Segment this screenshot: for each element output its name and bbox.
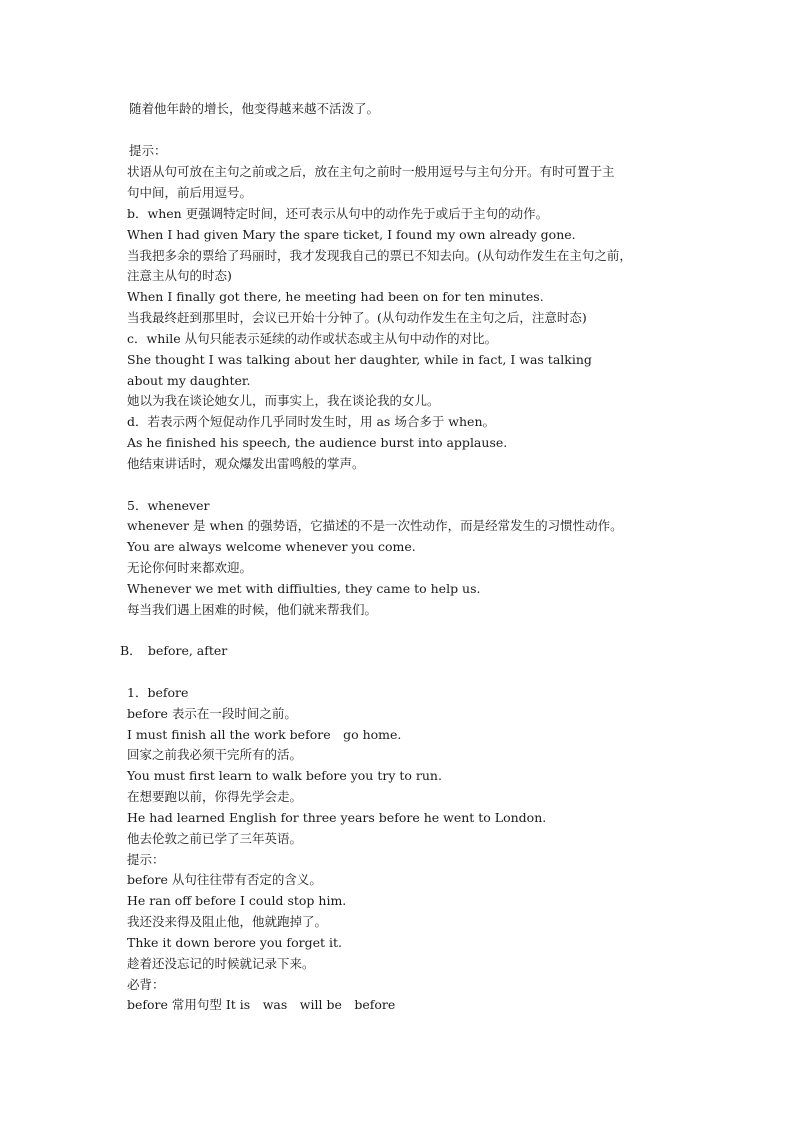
text-line: c．while 从句只能表示延续的动作或状态或主从句中动作的对比。 xyxy=(127,331,498,346)
text-line: 他结束讲话时，观众爆发出雷鸣般的掌声。 xyxy=(127,456,365,471)
text-line: 句中间，前后用逗号。 xyxy=(127,185,253,200)
text-line: He had learned English for three years before he went to London. xyxy=(127,810,547,825)
text-line: 必背： xyxy=(127,977,165,992)
text-line: She thought I was talking about her daughter, while in fact, I was talking xyxy=(127,352,592,367)
text-line: Thke it down berore you forget it. xyxy=(127,935,342,950)
text-line: whenever 是 when 的强势语，它描述的不是一次性动作，而是经常发生的习惯性动作。 xyxy=(127,518,623,533)
text-line: 他去伦敦之前已学了三年英语。 xyxy=(127,831,303,846)
text-line: before 从句往往带有否定的含义。 xyxy=(127,872,322,887)
text-line: 无论你何时来都欢迎。 xyxy=(127,560,253,575)
text-line: 当我最终赶到那里时，会议已开始十分钟了。(从句动作发生在主句之后，注意时态) xyxy=(127,310,587,325)
text-line: 提示： xyxy=(127,852,165,867)
text-line: When I finally got there, he meeting had been on for ten minutes. xyxy=(127,289,544,304)
text-line: 提示： xyxy=(129,143,167,158)
text-line: He ran off before I could stop him. xyxy=(127,893,347,908)
text-line: I must finish all the work before go home. xyxy=(127,727,402,742)
section-heading: B． before, after xyxy=(120,643,228,658)
text-line: about my daughter. xyxy=(127,373,251,388)
section-heading: 1．before xyxy=(127,685,189,700)
text-line: Whenever we met with diffiulties, they came to help us. xyxy=(127,581,481,596)
text-line: 每当我们遇上困难的时候，他们就来帮我们。 xyxy=(127,602,378,617)
text-line: before 常用句型 It is was will be before xyxy=(127,997,396,1012)
text-line: 状语从句可放在主句之前或之后，放在主句之前时一般用逗号与主句分开。有时可置于主 xyxy=(127,164,615,179)
section-heading: 5．whenever xyxy=(127,498,210,513)
text-line: 回家之前我必须干完所有的活。 xyxy=(127,747,303,762)
text-line: You must first learn to walk before you try to run. xyxy=(127,768,442,783)
text-line: d．若表示两个短促动作几乎同时发生时，用 as 场合多于 when。 xyxy=(127,414,495,429)
text-line: 在想要跑以前，你得先学会走。 xyxy=(127,789,303,804)
text-line: You are always welcome whenever you come. xyxy=(127,539,416,554)
text-line: 我还没来得及阻止他，他就跑掉了。 xyxy=(127,914,328,929)
text-line: b．when 更强调特定时间，还可表示从句中的动作先于或后于主句的动作。 xyxy=(127,206,549,221)
text-line: 趁着还没忘记的时候就记录下来。 xyxy=(127,956,315,971)
text-line: 她以为我在谈论她女儿，而事实上，我在谈论我的女儿。 xyxy=(127,393,440,408)
text-line: 注意主从句的时态) xyxy=(127,268,232,283)
text-line: When I had given Mary the spare ticket, I found my own already gone. xyxy=(127,227,576,242)
text-line: 随着他年龄的增长，他变得越来越不活泼了。 xyxy=(129,101,380,116)
text-line: 当我把多余的票给了玛丽时，我才发现我自己的票已不知去向。(从句动作发生在主句之前， xyxy=(127,248,632,263)
text-line: before 表示在一段时间之前。 xyxy=(127,706,297,721)
text-line: As he finished his speech, the audience burst into applause. xyxy=(127,435,508,450)
